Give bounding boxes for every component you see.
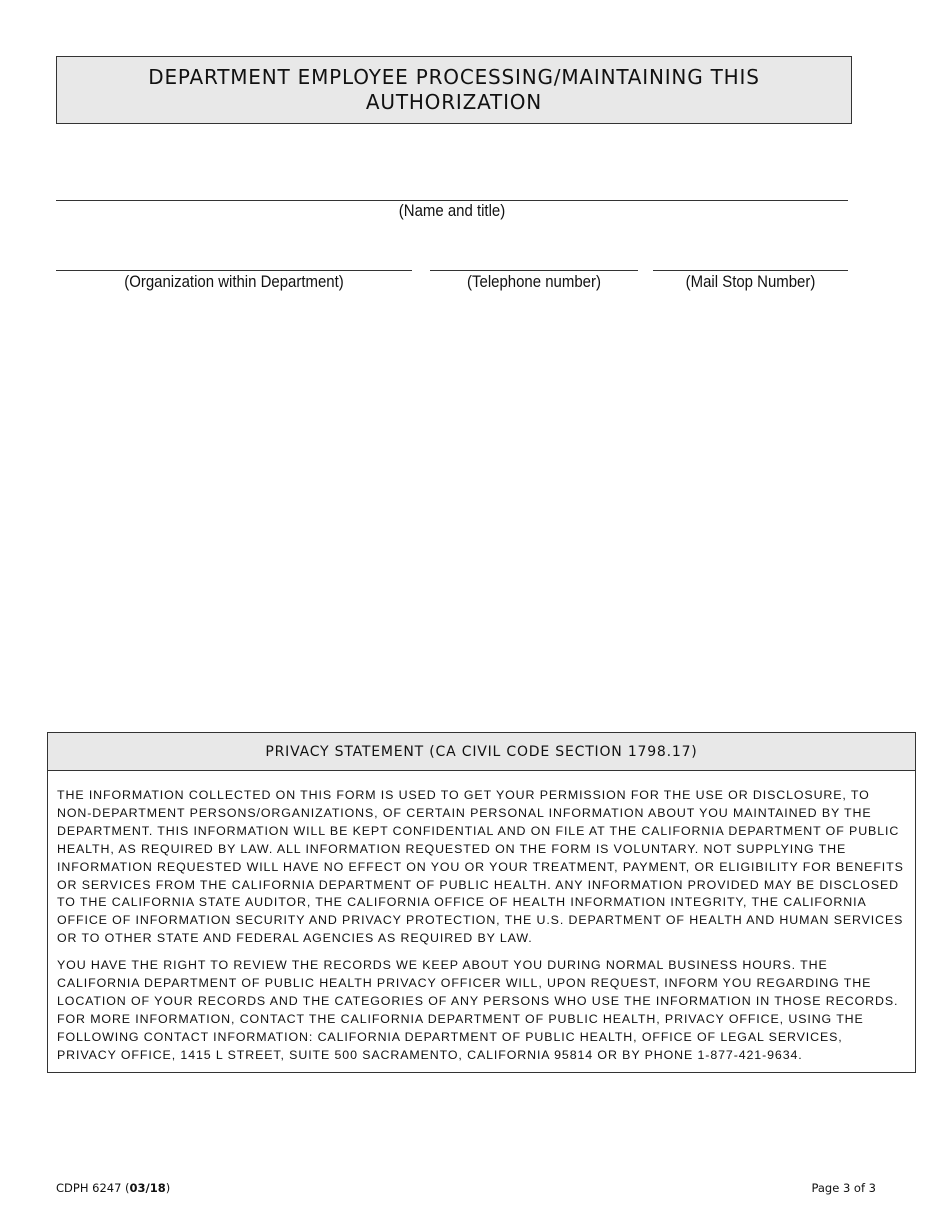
organization-line[interactable] — [56, 270, 412, 271]
telephone-label: (Telephone number) — [467, 272, 601, 291]
privacy-paragraph-2: YOU HAVE THE RIGHT TO REVIEW THE RECORDS WE KEEP ABOUT YOU DURING NORMAL BUSINESS HOURS. THE CALIFORNIA DEPARTMENT OF PUBLIC HEALTH PRIVACY OFFICER WILL, UPON REQUEST, INFORM YOU REGARDING THE LOCATION OF YOUR RECORDS AND THE CATEGORIES OF ANY PERSONS WHO USE THE INFORMATION IN THOSE RECORDS. FOR MORE INFORMATION, CONTACT THE CALIFORNIA DEPARTMENT OF PUBLIC HEALTH, PRIVACY OFFICE, USING THE FOLLOWING CONTACT INFORMATION: CALIFORNIA DEPARTMENT OF PUBLIC HEALTH, OFFICE OF LEGAL SERVICES, PRIVACY OFFICE, 1415 L STREET, SUITE 500 SACRAMENTO, CALIFORNIA 95814 OR BY PHONE 1-877-421-9634. — [57, 958, 899, 1062]
name-title-label: (Name and title) — [398, 201, 506, 220]
mail-stop-label: (Mail Stop Number) — [685, 272, 816, 291]
privacy-paragraph-1: THE INFORMATION COLLECTED ON THIS FORM IS USED TO GET YOUR PERMISSION FOR THE USE OR DISCLOSURE, TO NON-DEPARTMENT PERSONS/ORGANIZATIONS, OF CERTAIN PERSONAL INFORMATION ABOUT YOU MAINTAINED BY THE DEPARTMENT. THIS INFORMATION WILL BE KEPT CONFIDENTIAL AND ON FILE AT THE CALIFORNIA DEPARTMENT OF PUBLIC HEALTH, AS REQUIRED BY LAW. ALL INFORMATION REQUESTED ON THE FORM IS VOLUNTARY. NOT SUPPLYING THE INFORMATION REQUESTED WILL HAVE NO EFFECT ON YOU OR YOUR TREATMENT, PAYMENT, OR ELIGIBILITY FOR BENEFITS OR SERVICES FROM THE CALIFORNIA DEPARTMENT OF PUBLIC HEALTH. ANY INFORMATION PROVIDED MAY BE DISCLOSED TO THE CALIFORNIA STATE AUDITOR, THE CALIFORNIA OFFICE OF HEALTH INFORMATION INTEGRITY, THE CALIFORNIA OFFICE OF INFORMATION SECURITY AND PRIVACY PROTECTION, THE U.S. DEPARTMENT OF HEALTH AND HUMAN SERVICES OR TO OTHER STATE AND FEDERAL AGENCIES AS REQUIRED BY LAW. — [57, 788, 904, 946]
organization-label: (Organization within Department) — [124, 272, 344, 291]
mail-stop-line[interactable] — [653, 270, 848, 271]
privacy-statement-body — [48, 771, 915, 1065]
form-number: CDPH 6247 — [56, 1181, 122, 1195]
privacy-statement-box — [47, 732, 916, 1073]
privacy-statement-heading: PRIVACY STATEMENT (CA CIVIL CODE SECTION 1798.17) — [48, 733, 915, 771]
form-version: 03/18 — [129, 1181, 166, 1195]
page-number: Page 3 of 3 — [811, 1181, 876, 1195]
telephone-line[interactable] — [430, 270, 638, 271]
form-id: CDPH 6247 (03/18) — [56, 1181, 171, 1195]
section-title: DEPARTMENT EMPLOYEE PROCESSING/MAINTAINING THIS AUTHORIZATION — [148, 65, 760, 114]
section-header-box — [56, 56, 852, 124]
